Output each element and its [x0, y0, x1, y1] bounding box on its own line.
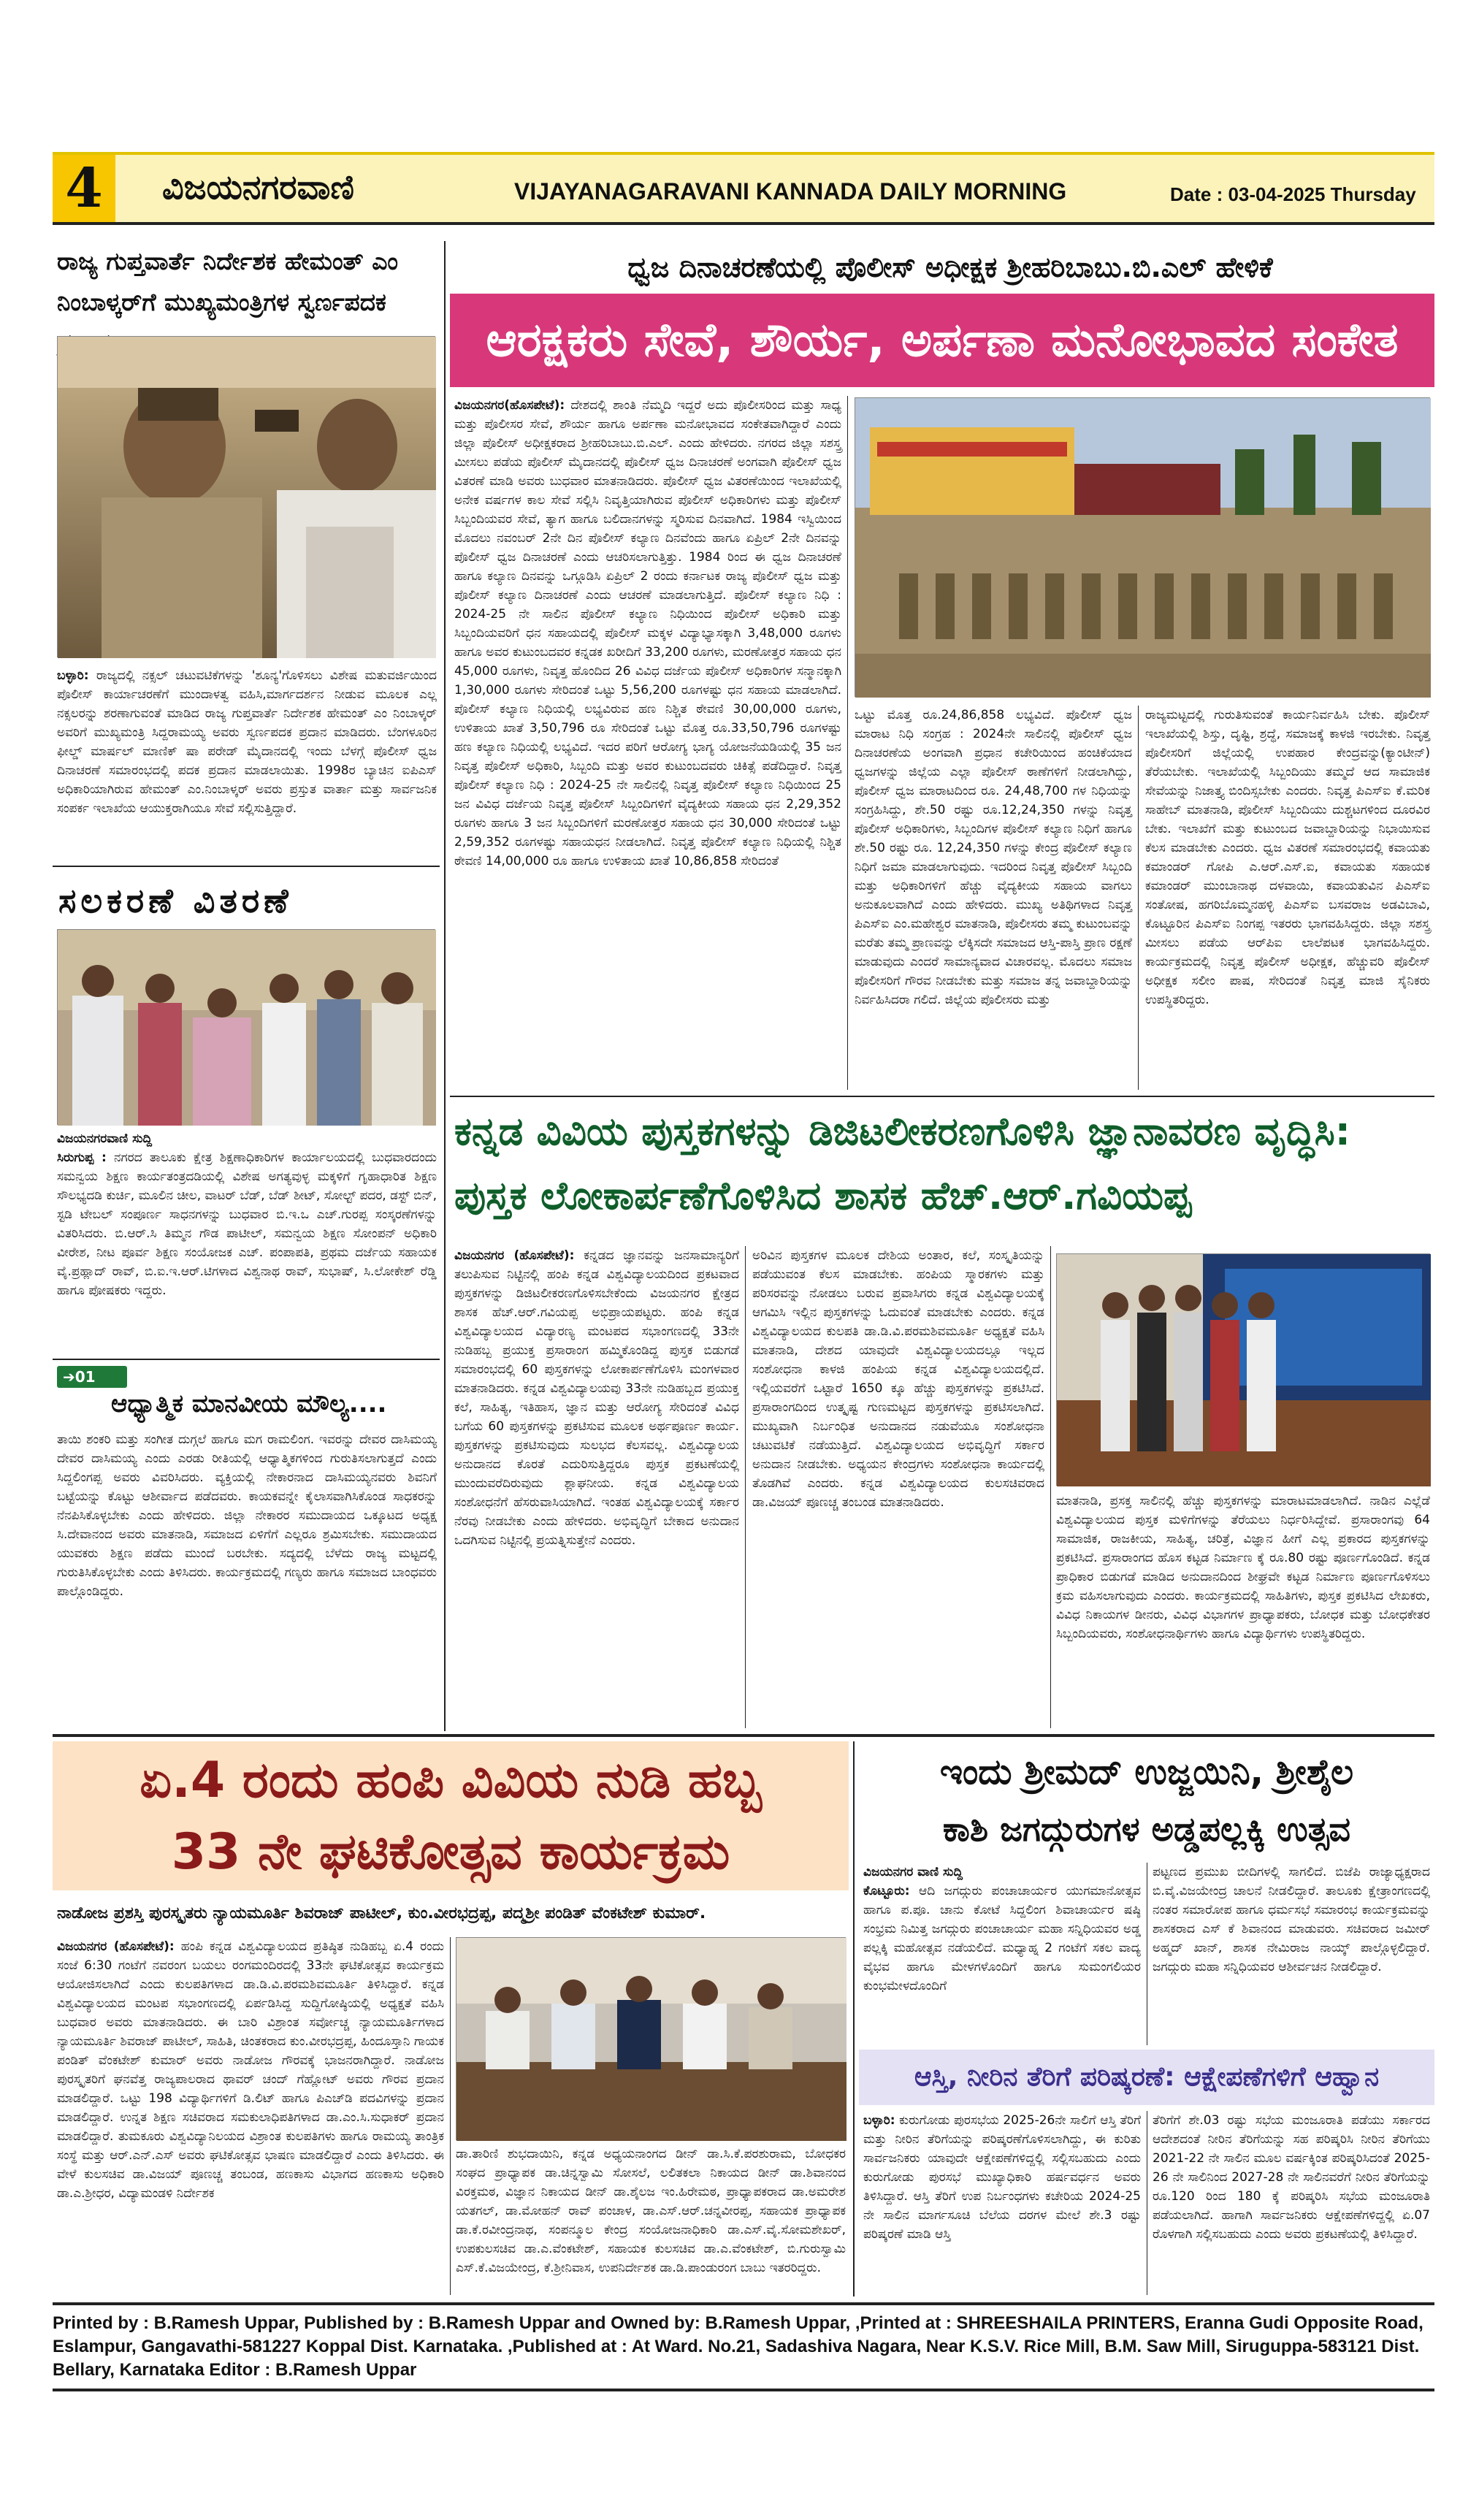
imprint-line-2: Eslampur, Gangavathi-581227 Koppal Dist. Karnataka. ,Published at : At Ward. No.21, Sadashiva Nagara, Near K.S.V. Rice Mill, B.M. Saw Mill, Siruguppa-583121 Dist. — [53, 2337, 1420, 2356]
story-headline: ಸಲಕರಣೆ ವಿತರಣೆ — [58, 881, 293, 920]
story-headline-line1: ಇಂದು ಶ್ರೀಮದ್ ಉಜ್ಜಯಿನಿ, ಶ್ರೀಶೈಲ — [939, 1752, 1354, 1792]
paper-tagline: VIJAYANAGARAVANI KANNADA DAILY MORNING — [514, 178, 1067, 205]
issue-date: Date : 03-04-2025 Thursday — [1170, 183, 1416, 205]
headline-banner — [450, 294, 1434, 387]
story-col-3: ರಾಜ್ಯಮಟ್ಟದಲ್ಲಿ ಗುರುತಿಸುವಂತೆ ಕಾರ್ಯನಿರ್ವಹಿಸಿ ಬೇಕು. ಪೊಲೀಸ್ ಇಲಾಖೆಯಲ್ಲಿ ಶಿಸ್ತು, ದೃಷ್ಟಿ, ಶ್ರದ್ಧೆ, ಸಮಾಜಕ್ಕೆ ಕಾಳಜಿ ಇರಬೇಕು. ನಿವೃತ್ತ ಪೊಲೀಸರಿಗೆ ಜಿಲ್ಲೆಯಲ್ಲಿ ಉಪಹಾರ ಕೇಂದ್ರವನ್ನು(ಕ್ಯಾಂಟೀನ್) ತೆರೆಯಬೇಕು. ಇಲಾಖೆಯಲ್ಲಿ ಸಿಬ್ಬಂದಿಯು ತಮ್ಮದೆ ಆದ ಸಾಮಾಜಿಕ ಸೇವೆಯನ್ನು ನಿಜಾತ್ತ್ಯ ಬಿಂದಿಸ್ಸಬೇಕು ಎಂದರು. ನಿವೃತ್ತ ಪಿಎಸ್‌ಐ ಕೆ.ಮರಿಕ ಸಾಹೇಬ್ ಮಾತನಾಡಿ, ಪೊಲೀಸ್ ಸಿಬ್ಬಂದಿಯು ದುಶ್ಚಟಗಳಿಂದ ದೂರವಿರ ಬೇಕು. ಇಲಾಖೆಗೆ ಮತ್ತು ಕುಟುಂಬದ ಜವಾಬ್ದಾರಿಯನ್ನು ನಿಭಾಯಿಸುವ ಕೆಲಸ ಮಾಡಬೇಕು ಎಂದರು. ಧ್ವಜ ವಿತರಣೆ ಸಮಾರಂಭದಲ್ಲಿ ಕವಾಯತು ಕಮಾಂಡರ್ ಗೋಪಿ ಎ.ಆರ್.ಎಸ್.ಐ, ಕವಾಯತು ಸಹಾಯಕ ಕಮಾಂಡರ್ ಮುಂಬಾನಾಥ ದಳವಾಯಿ, ಕವಾಯತುವಿನ ಪಿಎಸ್‌ಐ ಸಂತೋಷ, ಹಗರಿಬೊಮ್ಮನಹಳ್ಳಿ ಪಿಎಸ್‌ಐ ಬಸವರಾಜ ಅಡವಿಬಾವಿ, ಕೊಟ್ಟೂರಿನ ಪಿಎಸ್‌ಐ ನಿಂಗಪ್ಪ ಇತರರು ಭಾಗವಹಿಸಿದ್ದರು. ಜಿಲ್ಲಾ ಸಶಸ್ತ್ರ ಮೀಸಲು ಪಡೆಯ ಆರ್‌ಪಿಐ ಲಾಲೆಪಟಕ ಭಾಗವಹಿಸಿದ್ದರು. ಕಾರ್ಯಕ್ರಮದಲ್ಲಿ ನಿವೃತ್ತ ಪೊಲೀಸ್ ಅಧೀಕ್ಷಕ, ಹೆಚ್ಚುವರಿ ಪೊಲೀಸ್ ಅಧೀಕ್ಷಕ ಸಲೀಂ ಪಾಷ, ಸೇರಿದಂತೆ ನಿವೃತ್ತ ಮಾಜಿ ಸೈನಿಕರು ಉಪಸ್ಥಿತರಿದ್ದರು. — [1145, 708, 1430, 1007]
story-dateline: ಬಳ್ಳಾರಿ: — [57, 668, 89, 683]
story-subhead: ನಾಡೋಜ ಪ್ರಶಸ್ತಿ ಪುರಸ್ಕೃತರು ನ್ಯಾಯಮೂರ್ತಿ ಶಿವರಾಜ್ ಪಾಟೀಲ್, ಕುಂ.ವೀರಭದ್ರಪ್ಪ, ಪದ್ಮಶ್ರೀ ಪಂಡಿತ್ ವೆಂಕಟೇಶ್ ಕುಮಾರ್. — [57, 1904, 706, 1923]
continued-badge: ➔01 — [57, 1366, 127, 1388]
page-number: 4 — [53, 155, 115, 222]
story-col-2: ಅರಿವಿನ ಪುಸ್ತಕಗಳ ಮೂಲಕ ದೇಶಿಯ ಅಂತಾರ, ಕಲೆ, ಸಂಸ್ಕೃತಿಯನ್ನು ಪಡೆಯುವಂತ ಕೆಲಸ ಮಾಡಬೇಕು. ಹಂಪಿಯ ಸ್ಮಾರಕಗಳು ಮತ್ತು ಪರಿಸರವನ್ನು ನೋಡಲು ಬರುವ ಪ್ರವಾಸಿಗರು ಕನ್ನಡ ವಿಶ್ವವಿದ್ಯಾಲಯಕ್ಕೆ ಆಗಮಿಸಿ ಇಲ್ಲಿನ ಪುಸ್ತಕಗಳನ್ನು ಓದುವಂತೆ ಮಾಡಬೇಕು ಎಂದರು. ಕನ್ನಡ ವಿಶ್ವವಿದ್ಯಾಲಯದ ಕುಲಪತಿ ಡಾ.ಡಿ.ವಿ.ಪರಮಶಿವಮೂರ್ತಿ ಅಧ್ಯಕ್ಷತೆ ವಹಿಸಿ ಮಾತನಾಡಿ, ದೇಶದ ಯಾವುದೇ ವಿಶ್ವವಿದ್ಯಾಲಯದಲ್ಲೂ ಇಲ್ಲದ ಸಂಶೋಧನಾ ಕಾಳಜಿ ಹಂಪಿಯ ಕನ್ನಡ ವಿಶ್ವವಿದ್ಯಾಲಯದಲ್ಲಿದೆ. ಇಲ್ಲಿಯವರೆಗೆ ಒಟ್ಟಾರೆ 1650 ಕ್ಕೂ ಹೆಚ್ಚು ಪುಸ್ತಕಗಳನ್ನು ಪ್ರಕಟಿಸಿದೆ. ಪ್ರಸಾರಾಂಗದಿಂದ ಉತ್ಕೃಷ್ಟ ಗುಣಮಟ್ಟದ ಪುಸ್ತಕಗಳನ್ನು ಪ್ರಕಟಿಸಲಾಗಿದೆ. ಮುಖ್ಯವಾಗಿ ನಿರ್ಬಂಧಿತ ಅನುದಾನದ ನಡುವೆಯೂ ಸಂಶೋಧನಾ ಚಟುವಟಿಕೆ ನಡೆಯುತ್ತಿದೆ. ವಿಶ್ವವಿದ್ಯಾಲಯದ ಅಭಿವೃದ್ಧಿಗೆ ಸರ್ಕಾರ ಅನುದಾನ ನೀಡಬೇಕು. ಅಧ್ಯಯನ ಕೇಂದ್ರಗಳು ಸಂಶೋಧನಾ ಕಾರ್ಯದಲ್ಲಿ ತೊಡಗಿವೆ ಎಂದರು. ಕನ್ನಡ ವಿಶ್ವವಿದ್ಯಾಲಯದ ಕುಲಸಚಿವರಾದ ಡಾ.ವಿಜಯ್ ಪೂಣಚ್ಚ ತಂಬಂಡ ಮಾತನಾಡಿದರು. — [752, 1248, 1044, 1510]
imprint-line-1: Printed by : B.Ramesh Uppar, Published by : B.Ramesh Uppar and Owned by: B.Ramesh Uppar, ,Printed at : SHREESHAILA PRINTERS, Eranna Gudi Opposite Road, — [53, 2313, 1423, 2333]
story-headline: ಆರಕ್ಷಕರು ಸೇವೆ, ಶೌರ್ಯ, ಅರ್ಪಣಾ ಮನೋಭಾವದ ಸಂಕೇತ — [486, 313, 1399, 367]
story-col-3: ಮಾತನಾಡಿ, ಪ್ರಸಕ್ತ ಸಾಲಿನಲ್ಲಿ ಹೆಚ್ಚು ಪುಸ್ತಕಗಳನ್ನು ಮಾರಾಟಮಾಡಲಾಗಿದೆ. ನಾಡಿನ ಎಲ್ಲೆಡೆ ವಿಶ್ವವಿದ್ಯಾಲಯದ ಪುಸ್ತಕ ಮಳಿಗೆಗಳನ್ನು ತೆರೆಯಲು ನಿರ್ಧರಿಸಿದ್ದೇವೆ. ಪ್ರಸಾರಾಂಗವು 64 ಸಾಮಾಜಿಕ, ರಾಜಕೀಯ, ಸಾಹಿತ್ಯ, ಚರಿತ್ರೆ, ವಿಜ್ಞಾನ ಹೀಗೆ ಎಲ್ಲ ಪ್ರಕಾರದ ಪುಸ್ತಕಗಳನ್ನು ಪ್ರಕಟಿಸಿದೆ. ಪ್ರಸಾರಾಂಗದ ಹೊಸ ಕಟ್ಟಡ ನಿರ್ಮಾಣ ಕ್ಕೆ ರೂ.80 ರಷ್ಟು ಪೂರ್ಣಗೊಂಡಿದೆ. ಕನ್ನಡ ಪ್ರಾಧಿಕಾರ ಬಿಡುಗಡೆ ಮಾಡಿದ ಅನುದಾನದಿಂದ ಶೀಘ್ರವೇ ಕಟ್ಟಡ ನಿರ್ಮಾಣ ಪೂರ್ಣಗೊಳಿಸಲು ಕ್ರಮ ವಹಿಸಲಾಗುವುದು ಎಂದರು. ಕಾರ್ಯಕ್ರಮದಲ್ಲಿ ಸಾಹಿತಿಗಳು, ಪುಸ್ತಕ ಪ್ರಕಟಿಸಿದ ಲೇಖಕರು, ವಿವಿಧ ನಿಕಾಯಗಳ ಡೀನರು, ವಿವಿಧ ವಿಭಾಗಗಳ ಪ್ರಾಧ್ಯಾಪಕರು, ಬೋಧಕ ಮತ್ತು ಬೋಧಕೇತರ ಸಿಬ್ಬಂದಿಯವರು, ಸಂಶೋಧನಾರ್ಥಿಗಳು ಹಾಗೂ ವಿದ್ಯಾರ್ಥಿಗಳು ಉಪಸ್ಥಿತರಿದ್ದರು. — [1056, 1494, 1430, 1641]
story-headline: ಆಸ್ತಿ, ನೀರಿನ ತೆರಿಗೆ ಪರಿಷ್ಕರಣೆ: ಆಕ್ಷೇಪಣೆಗಳಿಗೆ ಆಹ್ವಾನ — [914, 2062, 1380, 2092]
masthead — [53, 152, 1434, 225]
story-dateline: ಸಿರುಗುಪ್ಪ : — [57, 1150, 107, 1165]
story-col-2: ತೆರಿಗೆಗೆ ಶೇ.03 ರಷ್ಟು ಸಭೆಯ ಮಂಜೂರಾತಿ ಪಡೆಯು ಸರ್ಕಾರದ ಆದೇಶದಂತೆ ನೀರಿನ ತೆರಿಗೆಯನ್ನು ಸಹ ಪರಿಷ್ಕರಿಸಿ ನೀರಿನ ತೆರಿಗೆಯು 2021-22 ನೇ ಸಾಲಿನ ಮೂಲ ವರ್ಷಕ್ಕಿಂತ ಪರಿಷ್ಕರಿಸಿದಂತೆ 2025-26 ನೇ ಸಾಲಿನಿಂದ 2027-28 ನೇ ಸಾಲಿನವರೆಗೆ ನೀರಿನ ತೆರಿಗೆಯನ್ನು ರೂ.120 ರಿಂದ 180 ಕ್ಕೆ ಪರಿಷ್ಕರಿಸಿ ಸಭೆಯ ಮಂಜೂರಾತಿ ಪಡೆಯಲಾಗಿದೆ. ಹಾಗಾಗಿ ಸಾರ್ವಜನಿಕರು ಆಕ್ಷೇಪಣೆಗಳಿದ್ದಲ್ಲಿ ಏ.07 ರೊಳಗಾಗಿ ಸಲ್ಲಿಸಬಹುದು ಎಂದು ಅವರು ಪ್ರಕಟಣೆಯಲ್ಲಿ ತಿಳಿಸಿದ್ದಾರೆ. — [1153, 2113, 1430, 2242]
story-col-1 — [454, 396, 841, 1090]
police-parade-image — [855, 398, 1431, 698]
photo-book-release — [1056, 1253, 1430, 1486]
story-headline: ರಾಜ್ಯ ಗುಪ್ತವಾರ್ತೆ ನಿರ್ದೇಶಕ ಹೇಮಂತ್ ಎಂ ನಿಂಬಾಳ್ಕರ್‌ಗೆ ಮುಖ್ಯಮಂತ್ರಿಗಳ ಸ್ವರ್ಣಪದಕ — [57, 247, 399, 316]
photo-press-meet — [456, 1937, 846, 2140]
story-hemanth-nimbalkar — [53, 241, 440, 866]
story-dateline: ವಿಜಯನಗರ (ಹೊಸಪೇಟೆ): — [57, 1939, 175, 1954]
story-source: ವಿಜಯನಗರ ವಾಣಿ ಸುದ್ದಿ — [863, 1865, 963, 1879]
story-col-2: ಪಟ್ಟಣದ ಪ್ರಮುಖ ಬೀದಿಗಳಲ್ಲಿ ಸಾಗಲಿದೆ. ಬಿಜೆಪಿ ರಾಜ್ಯಾಧ್ಯಕ್ಷರಾದ ಬಿ.ವೈ.ವಿಜಯೇಂದ್ರ ಚಾಲನೆ ನೀಡಲಿದ್ದಾರೆ. ತಾಲೂಕು ಕ್ಷೇತ್ರಾಂಗಣದಲ್ಲಿ ನಂತರ ಸಮಾರೋಪ ಹಾಗೂ ಧರ್ಮಸಭೆ ಸಮಾರಂಭ ಕಾರ್ಯಕ್ರಮವನ್ನು ಶಾಸಕರಾದ ಎಸ್ ಕೆ ಶಿವಾನಂದ ಮಾಡುವರು. ಸಚಿವರಾದ ಜಮೀರ್ ಅಹ್ಮದ್ ಖಾನ್, ಶಾಸಕ ನೇಮಿರಾಜ ನಾಯ್ಕ್ ಪಾಲ್ಗೊಳ್ಳಲಿದ್ದಾರೆ. ಜಗದ್ಗುರು ಮಹಾ ಸನ್ನಿಧಿಯವರ ಆಶೀರ್ವಚನ ನೀಡಲಿದ್ದಾರೆ. — [1153, 1865, 1430, 1974]
story-hampi-convocation — [53, 1741, 849, 2296]
story-police-flag-day — [450, 241, 1434, 1094]
story-dateline: ಬಳ್ಳಾರಿ: — [863, 2113, 895, 2128]
paper-name: ವಿಜಯನಗರವಾಣಿ — [162, 167, 354, 207]
story-text: ಕನ್ನಡದ ಜ್ಞಾನವನ್ನು ಜನಸಾಮಾನ್ಯರಿಗೆ ತಲುಪಿಸುವ ನಿಟ್ಟಿನಲ್ಲಿ ಹಂಪಿ ಕನ್ನಡ ವಿಶ್ವವಿದ್ಯಾಲಯದಿಂದ ಪ್ರಕಟವಾದ ಪುಸ್ತಕಗಳನ್ನು ಡಿಜಿಟಲೀಕರಣಗೊಳಿಸಬೇಕೆಂದು ವಿಜಯನಗರ ಕ್ಷೇತ್ರದ ಶಾಸಕ ಹೆಚ್.ಆರ್.ಗವಿಯಪ್ಪ ಅಭಿಪ್ರಾಯಪಟ್ಟರು. ಹಂಪಿ ಕನ್ನಡ ವಿಶ್ವವಿದ್ಯಾಲಯದ ವಿದ್ಯಾರಣ್ಯ ಮಂಟಪದ ಸಭಾಂಗಣದಲ್ಲಿ 33ನೇ ನುಡಿಹಬ್ಬ ಪ್ರಯುಕ್ತ ಪ್ರಸಾರಾಂಗ ಹಮ್ಮಿಕೊಂಡಿದ್ದ ಪುಸ್ತಕ ಬಿಡುಗಡೆ ಸಮಾರಂಭದಲ್ಲಿ 60 ಪುಸ್ತಕಗಳನ್ನು ಲೋಕಾರ್ಪಣೆಗೊಳಿಸಿ ಮಂಗಳವಾರ ಮಾತನಾಡಿದರು. ಕನ್ನಡ ವಿಶ್ವವಿದ್ಯಾಲಯವು 33ನೇ ನುಡಿಹಬ್ಬದ ಪ್ರಯುಕ್ತ ಕಲೆ, ಸಾಹಿತ್ಯ, ಇತಿಹಾಸ, ಜ್ಞಾನ ಮತ್ತು ಆರೋಗ್ಯ ಸೇರಿದಂತೆ ವಿವಿಧ ಬಗೆಯ 60 ಪುಸ್ತಕಗಳನ್ನು ಪ್ರಕಟಿಸುವ ಮೂಲಕ ಅರ್ಥಪೂರ್ಣ ಕಾರ್ಯ. ಪುಸ್ತಕಗಳನ್ನು ಪ್ರಕಟಿಸುವುದು ಸುಲಭದ ಕೆಲಸವಲ್ಲ. ವಿಶ್ವವಿದ್ಯಾಲಯ ಅನುದಾನದ ಕೊರತೆ ಎದುರಿಸುತ್ತಿದ್ದರೂ ಪುಸ್ತಕ ಪ್ರಕಟಣೆಯಲ್ಲಿ ಮುಂದುವರೆದಿರುವುದು ಶ್ಲಾಘನೀಯ. ಕನ್ನಡ ವಿಶ್ವವಿದ್ಯಾಲಯ ಸಂಶೋಧನೆಗೆ ಹೆಸರುವಾಸಿಯಾಗಿದೆ. ಇಂತಹ ವಿಶ್ವವಿದ್ಯಾಲಯಕ್ಕೆ ಸರ್ಕಾರ ನೆರವು ನೀಡಬೇಕು ಎಂದು ಹೇಳಿದರು. ಅಭಿವೃದ್ಧಿಗೆ ಬೇಕಾದ ಅನುದಾನ ಒದಗಿಸುವ ನಿಟ್ಟಿನಲ್ಲಿ ಪ್ರಯತ್ನಿಸುತ್ತೇನೆ ಎಂದರು. — [454, 1248, 740, 1548]
story-headline-line2: ಕಾಶಿ ಜಗದ್ಗುರುಗಳ ಅಡ್ಡಪಲ್ಲಕ್ಕಿ ಉತ್ಸವ — [942, 1809, 1351, 1849]
story-headline: ಕನ್ನಡ ವಿವಿಯ ಪುಸ್ತಕಗಳನ್ನು ಡಿಜಿಟಲೀಕರಣಗೊಳಿಸಿ ಜ್ಞಾನಾವರಣ ವೃದ್ಧಿಸಿ: ಪುಸ್ತಕ ಲೋಕಾರ್ಪಣೆಗೊಳಿಸಿದ ಶಾಸಕ ಹೆಚ್.ಆರ್.ಗವಿಯಪ್ಪ — [454, 1110, 1350, 1218]
medal-ceremony-image — [58, 337, 436, 658]
imprint-line-3: Bellary, Karnataka Editor : B.Ramesh Uppar — [53, 2360, 417, 2380]
story-tax-revision — [859, 2050, 1434, 2296]
story-text: ದೇಶದಲ್ಲಿ ಶಾಂತಿ ನೆಮ್ಮದಿ ಇದ್ದರೆ ಅದು ಪೊಲೀಸರಿಂದ ಮತ್ತು ಸಾಧ್ಯ ಮತ್ತು ಪೊಲೀಸರ ಸೇವೆ, ಶೌರ್ಯ ಹಾಗೂ ಅರ್ಪಣಾ ಮನೋಭಾವದ ಸಂಕೇತವಾಗಿದ್ದಾರೆ ಎಂದು ಜಿಲ್ಲಾ ಪೊಲೀಸ್ ಅಧೀಕ್ಷಕರಾದ ಶ್ರೀಹರಿಬಾಬು.ಬಿ.ಎಲ್. ಎಂದು ಹೇಳಿದರು. ನಗರದ ಜಿಲ್ಲಾ ಸಶಸ್ತ್ರ ಮೀಸಲು ಪಡೆಯ ಪೊಲೀಸ್ ಮೈದಾನದಲ್ಲಿ ಪೊಲೀಸ್ ಧ್ವಜ ದಿನಾಚರಣೆ ಅಂಗವಾಗಿ ಪೊಲೀಸ್ ಧ್ವಜ ವಿತರಣೆ ಮಾಡಿ ಅವರು ಬುಧವಾರ ಮಾತನಾಡಿದರು. ಪೊಲೀಸ್ ಧ್ವಜ ವಿತರಣೆಯಿಂದ ಇಲಾಖೆಯಲ್ಲಿ ಅನೇಕ ವರ್ಷಗಳ ಕಾಲ ಸೇವೆ ಸಲ್ಲಿಸಿ ನಿವೃತ್ತಿಯಾಗಿರುವ ಪೊಲೀಸ್ ಅಧಿಕಾರಿಗಳು ಮತ್ತು ಪೊಲೀಸ್ ಸಿಬ್ಬಂದಿಯವರ ಸೇವೆ, ತ್ಯಾಗ ಹಾಗೂ ಬಲಿದಾನಗಳನ್ನು ಸ್ಮರಿಸುವ ದಿನವಾಗಿದೆ. 1984 ಇಸ್ವಿಯಿಂದ ಮೊದಲು ನವಂಬರ್ 2ನೇ ದಿನ ಪೊಲೀಸ್ ಕಲ್ಯಾಣ ದಿನವೆಂದು ಹಾಗೂ ಏಪ್ರಿಲ್ 2ನೇ ದಿನವನ್ನು ಪೊಲೀಸ್ ಧ್ವಜ ದಿನಾಚರಣೆ ಎಂದು ಆಚರಿಸಲಾಗುತ್ತಿತ್ತು. 1984 ರಿಂದ ಈ ಧ್ವಜ ದಿನಾಚರಣೆ ಹಾಗೂ ಕಲ್ಯಾಣ ದಿನವನ್ನು ಒಗ್ಗೂಡಿಸಿ ಏಪ್ರಿಲ್ 2 ರಂದು ಕರ್ನಾಟಕ ರಾಜ್ಯ ಪೊಲೀಸ್ ಧ್ವಜ ಮತ್ತು ಪೊಲೀಸ್ ಕಲ್ಯಾಣ ದಿನಾಚರಣೆ ಎಂದು ಆಚರಣೆ ಮಾಡಲಾಗುತ್ತಿದೆ. ಪೊಲೀಸ್ ಕಲ್ಯಾಣ ನಿಧಿ : 2024-25 ನೇ ಸಾಲಿನ ಪೊಲೀಸ್ ಕಲ್ಯಾಣ ನಿಧಿಯಿಂದ ಪೊಲೀಸ್ ಅಧಿಕಾರಿ ಮತ್ತು ಸಿಬ್ಬಂದಿಯವರಿಗೆ ಧನ ಸಹಾಯದಲ್ಲಿ ಪೊಲೀಸ್ ಮಕ್ಕಳ ವಿದ್ಯಾಭ್ಯಾಸಕ್ಕಾಗಿ 3,48,000 ರೂಗಳು ಹಾಗೂ ಅವರ ಕುಟುಂಬದವರ ಕನ್ನಡಕ ಖರೀದಿಗೆ 33,200 ರೂಗಳು, ಮರಣೋತ್ತರ ಸಹಾಯ ಧನ 45,000 ರೂಗಳು, ನಿವೃತ್ತ ಹೊಂದಿದ 26 ವಿವಿಧ ದರ್ಜೆಯ ಪೊಲೀಸ್ ಅಧಿಕಾರಿಗಳ ಸನ್ಮಾನಕ್ಕಾಗಿ 1,30,000 ರೂಗಳು ಸೇರಿದಂತೆ ಒಟ್ಟು 5,56,200 ರೂಗಳಷ್ಟು ಧನ ಸಹಾಯ ಮಾಡಲಾಗಿದೆ. ಪೊಲೀಸ್ ಕಲ್ಯಾಣ ನಿಧಿಯಲ್ಲಿ ಲಭ್ಯವಿರುವ ಹಣ ನಿಶ್ಚಿತ ಠೇವಣಿ 30,00,000 ರೂಗಳು, ಉಳಿತಾಯ ಖಾತೆ 3,50,796 ರೂ ಸೇರಿದಂತೆ ಒಟ್ಟು ಮೊತ್ತ ರೂ.33,50,796 ರೂಗಳಷ್ಟು ಹಣ ಕಲ್ಯಾಣ ನಿಧಿಯಲ್ಲಿ ಲಭ್ಯವಿದೆ. ಇದರ ಪರಿಗೆ ಆರೋಗ್ಯ ಭಾಗ್ಯ ಯೋಜನೆಯಡಿಯಲ್ಲಿ 35 ಜನ ನಿವೃತ್ತ ಪೊಲೀಸ್ ಅಧಿಕಾರಿ, ಸಿಬ್ಬಂದಿ ಮತ್ತು ಅವರ ಕುಟುಂಬದವರು ಚಿಕಿತ್ಸೆ ಪಡೆದಿದ್ದಾರೆ. ನಿವೃತ್ತ ಪೊಲೀಸ್ ಕಲ್ಯಾಣ ನಿಧಿ : 2024-25 ನೇ ಸಾಲಿನಲ್ಲಿ ನಿವೃತ್ತ ಪೊಲೀಸ್ ಕಲ್ಯಾಣ ನಿಧಿಯಿಂದ 25 ಜನ ವಿವಿಧ ದರ್ಜೆಯ ನಿವೃತ್ತ ಪೊಲೀಸ್ ಸಿಬ್ಬಂದಿಗಳಿಗೆ ವೈದ್ಯಕೀಯ ಸಹಾಯ ಧನ 2,29,352 ರೂಗಳು ಹಾಗೂ 3 ಜನ ಸಿಬ್ಬಂದಿಗಳಿಗೆ ಮರಣೋತ್ತರ ಸಹಾಯ ಧನ 30,000 ಸೇರಿದಂತೆ ಒಟ್ಟು 2,59,352 ರೂಗಳಷ್ಟು ಸಹಾಯಧನ ನೀಡಲಾಗಿದೆ. ನಿವೃತ್ತ ಪೊಲೀಸ್ ಕಲ್ಯಾಣ ನಿಧಿಯಲ್ಲಿ ನಿಶ್ಚಿತ ಠೇವಣಿ 14,00,000 ರೂ ಹಾಗೂ ಉಳಿತಾಯ ಖಾತೆ 10,86,858 ಸೇರಿದಂತೆ — [454, 398, 841, 868]
book-release-image — [1057, 1254, 1431, 1486]
story-university-books — [450, 1100, 1434, 1731]
story-dateline: ವಿಜಯನಗರ(ಹೊಸಪೇಟೆ): — [454, 398, 565, 413]
story-col-1 — [863, 1863, 1141, 2045]
photo-distribution — [57, 929, 435, 1125]
story-text: ಕುರುಗೋಡು ಪುರಸಭೆಯ 2025-26ನೇ ಸಾಲಿಗೆ ಆಸ್ತಿ ತೆರಿಗೆ ಮತ್ತು ನೀರಿನ ತೆರಿಗೆಯನ್ನು ಪರಿಷ್ಕರಣೆಗೊಳಿಸಲಾಗಿದ್ದು, ಈ ಕುರಿತು ಸಾರ್ವಜನಿಕರು ಯಾವುದೇ ಆಕ್ಷೇಪಣೆಗಳಿದ್ದಲ್ಲಿ ಸಲ್ಲಿಸಬಹುದು ಎಂದು ಕುರುಗೋಡು ಪುರಸಭೆ ಮುಖ್ಯಾಧಿಕಾರಿ ಹರ್ಷವರ್ಧನ ಅವರು ತಿಳಿಸಿದ್ದಾರೆ. ಆಸ್ತಿ ತೆರಿಗೆ ಉಪ ನಿರ್ಬಂಧಗಳು ಕಚೇರಿಯ 2024-25 ನೇ ಸಾಲಿನ ಮಾರ್ಗಸೂಚಿ ಬೆಲೆಯ ದರಗಳ ಮೇಲೆ ಶೇ.3 ರಷ್ಟು ಪರಿಷ್ಕರಣೆ ಮಾಡಿ ಆಸ್ತಿ — [863, 2113, 1141, 2242]
press-meet-image — [456, 1938, 846, 2141]
imprint — [53, 2312, 1434, 2382]
story-headline: ಆಧ್ಯಾತ್ಮಿಕ ಮಾನವೀಯ ಮೌಲ್ಯ.... — [111, 1389, 387, 1419]
story-col-1 — [57, 1937, 444, 2295]
story-col-2: ಡಾ.ತಾರಿಣಿ ಶುಭದಾಯಿನಿ, ಕನ್ನಡ ಅಧ್ಯಯನಾಂಗದ ಡೀನ್ ಡಾ.ಸಿ.ಕೆ.ಪರಶುರಾಮ, ಬೋಧಕರ ಸಂಘದ ಪ್ರಾಧ್ಯಾಪಕ ಡಾ.ಚಿನ್ನಸ್ವಾಮಿ ಸೋಸಲೆ, ಲಲಿತಕಲಾ ನಿಕಾಯದ ಡೀನ್ ಡಾ.ಶಿವಾನಂದ ವಿರಕ್ತಮಠ, ವಿಜ್ಞಾನ ನಿಕಾಯದ ಡೀನ್ ಡಾ.ಶೈಲಜ ಇಂ.ಹಿರೇಮಠ, ಪ್ರಾಧ್ಯಾಪಕರಾದ ಡಾ.ಅಮರೇಶ ಯತಗಲ್, ಡಾ.ಮೋಹನ್ ರಾವ್ ಪಂಚಾಳ, ಡಾ.ಎಸ್.ಆರ್.ಚನ್ನವೀರಪ್ಪ, ಸಹಾಯಕ ಪ್ರಾಧ್ಯಾಪಕ ಡಾ.ಕೆ.ರವೀಂದ್ರನಾಥ, ಸಂಪನ್ಮೂಲ ಕೇಂದ್ರ ಸಂಯೋಜನಾಧಿಕಾರಿ ಡಾ.ಎಸ್.ವೈ.ಸೋಮಶೇಖರ್, ಉಪಕುಲಸಚಿವ ಡಾ.ಎ.ವೆಂಕಟೇಶ್, ಸಹಾಯಕ ಕುಲಸಚಿವ ಡಾ.ಎ.ವೆಂಕಟೇಶ್, ಬಿ.ಗುರುಸ್ವಾಮಿ ಎಸ್.ಕೆ.ವಿಜಯೇಂದ್ರ, ಕೆ.ಶ್ರೀನಿವಾಸ, ಉಪನಿರ್ದೇಶಕ ಡಾ.ಡಿ.ಪಾಂಡುರಂಗ ಬಾಬು ಇತರರಿದ್ದರು. — [456, 2147, 846, 2275]
story-kicker: ಧ್ವಜ ದಿನಾಚರಣೆಯಲ್ಲಿ ಪೊಲೀಸ್ ಅಧೀಕ್ಷಕ ಶ್ರೀಹರಿಬಾಬು.ಬಿ.ಎಲ್ ಹೇಳಿಕೆ — [627, 251, 1273, 283]
story-text: ನಗರದ ತಾಲೂಕು ಕ್ಷೇತ್ರ ಶಿಕ್ಷಣಾಧಿಕಾರಿಗಳ ಕಾರ್ಯಾಲಯದಲ್ಲಿ ಬುಧವಾರದಂದು ಸಮನ್ವಯ ಶಿಕ್ಷಣ ಕಾರ್ಯತಂತ್ರದಡಿಯಲ್ಲಿ ವಿಶೇಷ ಅಗತ್ಯವುಳ್ಳ ಮಕ್ಕಳಿಗೆ ಗೃಹಾಧಾರಿತ ಶಿಕ್ಷಣ ಸೌಲಭ್ಯದಡಿ ಕುರ್ಚಿ, ಮೂಲಿನ ಚೀಲ, ವಾಟರ್ ಬೆಡ್, ಬೆಡ್ ಶೀಟ್, ಸೋಲ್ಟ್ ಪದರ, ಡಸ್ಟ್ ಬಿನ್, ಸ್ಟಡಿ ಟೇಬಲ್ ಸಂಪೂರ್ಣ ಸಾಧನಗಳನ್ನು ಬುಧವಾರ ಬಿ.ಇ.ಒ ಎಚ್.ಗುರಪ್ಪ ಸಂಸ್ಕರಣೆಗಳನ್ನು ವಿತರಿಸಿದರು. ಬಿ.ಆರ್.ಸಿ ತಿಮ್ಮನ ಗೌಡ ಪಾಟೀಲ್, ಸಮನ್ವಯ ಶಿಕ್ಷಣ ಸೋಂಪನ್ ಅಧಿಕಾರಿ ವೀರೇಶ, ನೀಟ ಪೂರ್ವ ಶಿಕ್ಷಣ ಸಂಯೋಜಕ ಎಚ್. ಪಂಪಾಪತಿ, ಪ್ರಥಮ ದರ್ಜೆಯ ಸಹಾಯಕ ವೈ.ಪ್ರಹ್ಲಾದ್ ರಾವ್, ಬಿ.ಐ.ಇ.ಆರ್.ಟಿಗಳಾದ ವಿಶ್ವನಾಥ ರಾವ್, ಸುಭಾಷ್, ಸಿ.ಲೋಕೇಶ್ ರೆಡ್ಡಿ ಹಾಗೂ ಪೋಷಕರು ಇದ್ದರು. — [57, 1150, 437, 1298]
story-body — [57, 1129, 437, 1356]
story-body: ತಾಯಿ ಶಂಕರಿ ಮತ್ತು ಸಂಗೀತ ದುಗ್ಗಲೆ ಹಾಗೂ ಮಗ ರಾಮಲಿಂಗ. ಇವರನ್ನು ದೇವರ ದಾಸಿಮಯ್ಯ ದೇವರ ದಾಸಿಮಯ್ಯ ಎಂದು ಎರಡು ರೀತಿಯಲ್ಲಿ ಆಧ್ಯಾತ್ಮಿಕಗಳಿಂದ ಗುರುತಿಸಲಾಗುತ್ತದೆ ಎಂದು ಸಿದ್ದಲಿಂಗಪ್ಪ ಅವರು ವಿವರಿಸಿದರು. ವ್ಯಕ್ತಿಯಲ್ಲಿ ನೇಕಾರನಾದ ದಾಸಿಮಯ್ಯನವರು ಶಿವನಿಗೆ ಬಟ್ಟೆಯನ್ನು ಕೊಟ್ಟು ಆಶೀರ್ವಾದ ಪಡೆದವರು. ಕಾಯಕವನ್ನೇ ಕೈಲಾಸವಾಗಿಸಿಕೊಂಡ ಸಾಧಕರನ್ನು ನೆನಪಿಸಿಕೊಳ್ಳಬೇಕು ಎಂದು ಹೇಳಿದರು. ಜಿಲ್ಲಾ ನೇಕಾರರ ಸಮುದಾಯದ ಒಕ್ಕೂಟದ ಅಧ್ಯಕ್ಷ ಸಿ.ದೇವಾನಂದ ಅವರು ಮಾತನಾಡಿ, ಸಮಾಜದ ಏಳಿಗೆಗೆ ಎಲ್ಲರೂ ಶ್ರಮಿಸಬೇಕು. ಸಮುದಾಯದ ಯುವಕರು ಶಿಕ್ಷಣ ಪಡೆದು ಮುಂದೆ ಬರಬೇಕು. ಸದ್ಯದಲ್ಲಿ ಬೆಳೆದು ರಾಜ್ಯ ಮಟ್ಟದಲ್ಲಿ ಗುರುತಿಸಿಕೊಳ್ಳಬೇಕು ಎಂದು ತಿಳಿಸಿದರು. ಕಾರ್ಯಕ್ರಮದಲ್ಲಿ ಗಣ್ಯರು ಹಾಗೂ ಸಮಾಜದ ಬಾಂಧವರು ಪಾಲ್ಗೊಂಡಿದ್ದರು. — [57, 1432, 437, 1599]
headline-banner — [859, 2050, 1434, 2105]
story-headline-line1: ಏ.4 ರಂದು ಹಂಪಿ ವಿವಿಯ ನುಡಿ ಹಬ್ಬ — [140, 1752, 762, 1809]
photo-police-parade — [855, 397, 1430, 697]
story-text: ಆದಿ ಜಗದ್ಗುರು ಪಂಚಾಚಾರ್ಯರ ಯುಗಮಾನೋತ್ಸವ ಹಾಗೂ ಪ.ಪೂ. ಚಾನು ಕೋಟೆ ಸಿದ್ದಲಿಂಗ ಶಿವಾಚಾರ್ಯರ ಷಷ್ಠಿ ಸಂಭ್ರಮ ನಿಮಿತ್ತ ಜಗದ್ಗುರು ಪಂಚಾಚಾರ್ಯ ಮಹಾ ಸನ್ನಿಧಿಯವರ ಅಡ್ಡ ಪಲ್ಲಕ್ಕಿ ಮಹೋತ್ಸವ ನಡೆಯಲಿದೆ. ಮಧ್ಯಾಹ್ನ 2 ಗಂಟೆಗೆ ಸಕಲ ವಾದ್ಯ ವೈಭವ ಹಾಗೂ ಮೇಳಗಳೊಂದಿಗೆ ಹಾಗೂ ಸುಮಂಗಲಿಯರ ಕುಂಭಮೇಳದೊಂದಿಗೆ — [863, 1884, 1141, 1993]
story-text: ಹಂಪಿ ಕನ್ನಡ ವಿಶ್ವವಿದ್ಯಾಲಯದ ಪ್ರತಿಷ್ಠಿತ ನುಡಿಹಬ್ಬ ಏ.4 ರಂದು ಸಂಜೆ 6:30 ಗಂಟೆಗೆ ನವರಂಗ ಬಯಲು ರಂಗಮಂದಿರದಲ್ಲಿ 33ನೇ ಘಟಿಕೋತ್ಸವ ಕಾರ್ಯಕ್ರಮ ಆಯೋಜಿಸಲಾಗಿದೆ ಎಂದು ಕುಲಪತಿಗಳಾದ ಡಾ.ಡಿ.ವಿ.ಪರಮಶಿವಮೂರ್ತಿ ತಿಳಿಸಿದ್ದಾರೆ. ಕನ್ನಡ ವಿಶ್ವವಿದ್ಯಾಲಯದ ಮಂಟಪ ಸಭಾಂಗಣದಲ್ಲಿ ಏರ್ಪಡಿಸಿದ್ದ ಸುದ್ದಿಗೋಷ್ಠಿಯಲ್ಲಿ ಅಧ್ಯಕ್ಷತೆ ವಹಿಸಿ ಬುಧವಾರ ಅವರು ಮಾತನಾಡಿದರು. ಈ ಬಾರಿ ವಿಶ್ರಾಂತ ಸರ್ವೋಚ್ಚ ನ್ಯಾಯಮೂರ್ತಿಗಳಾದ ನ್ಯಾಯಮೂರ್ತಿ ಶಿವರಾಜ್ ಪಾಟೀಲ್, ಸಾಹಿತಿ, ಚಿಂತಕರಾದ ಕುಂ.ವೀರಭದ್ರಪ್ಪ, ಹಿಂದೂಸ್ತಾನಿ ಗಾಯಕ ಪಂಡಿತ್ ವೆಂಕಟೇಶ್ ಕುಮಾರ್ ಅವರು ನಾಡೋಜ ಗೌರವಕ್ಕೆ ಭಾಜನರಾಗಿದ್ದಾರೆ. ನಾಡೋಜ ಪುರಸ್ಕೃತರಿಗೆ ಘನವೆತ್ತ ರಾಜ್ಯಪಾಲರಾದ ಥಾವರ್ ಚಂದ್ ಗೆಹ್ಲೋಟ್ ಅವರು ಗೌರವ ಪ್ರದಾನ ಮಾಡಲಿದ್ದಾರೆ. ಒಟ್ಟು 198 ವಿದ್ಯಾರ್ಥಿಗಳಿಗೆ ಡಿ.ಲಿಟ್ ಹಾಗೂ ಪಿಎಚ್‌ಡಿ ಪದವಿಗಳನ್ನು ಪ್ರದಾನ ಮಾಡಲಿದ್ದಾರೆ. ಉನ್ನತ ಶಿಕ್ಷಣ ಸಚಿವರಾದ ಸಮಕುಲಾಧಿಪತಿಗಳಾದ ಡಾ.ಎಂ.ಸಿ.ಸುಧಾಕರ್ ಪ್ರದಾನ ಮಾಡಲಿದ್ದಾರೆ. ತುಮಕೂರು ವಿಶ್ವವಿದ್ಯಾನಿಲಯದ ವಿಶ್ರಾಂತ ಕುಲಪತಿಗಳು ಹಾಗೂ ರಾಮಯ್ಯ ತಾಂತ್ರಿಕ ಸಂಸ್ಥೆ ಮತ್ತು ಆರ್.ಎನ್.ಎಸ್ ಅವರು ಘಟಿಕೋತ್ಸವ ಭಾಷಣ ಮಾಡಲಿದ್ದಾರೆ ಎಂದು ತಿಳಿಸಿದರು. ಈ ವೇಳೆ ಕುಲಸಚಿವ ಡಾ.ವಿಜಯ್ ಪೂಣಚ್ಚ ತಂಬಂಡ, ಹಣಕಾಸು ವಿಭಾಗದ ಹಣಕಾಸು ಅಧಿಕಾರಿ ಡಾ.ಎ.ಶ್ರೀಧರ, ವಿದ್ಯಾಮಂಡಳಿ ನಿರ್ದೇಶಕ — [57, 1939, 444, 2201]
story-dateline: ವಿಜಯನಗರ (ಹೊಸಪೇಟೆ): — [454, 1248, 575, 1263]
story-col-1 — [863, 2111, 1141, 2295]
story-headline-line2: 33 ನೇ ಘಟಿಕೋತ್ಸವ ಕಾರ್ಯಕ್ರಮ — [171, 1823, 730, 1881]
story-source: ವಿಜಯನಗರವಾಣಿ ಸುದ್ದಿ — [57, 1131, 153, 1146]
story-equipment-distribution — [53, 871, 440, 1359]
story-palanquin-festival — [859, 1741, 1434, 2048]
story-dateline: ಕೊಟ್ಟೂರು: — [863, 1884, 910, 1898]
photo-medal-ceremony — [57, 336, 435, 657]
headline-banner — [53, 1741, 849, 1890]
distribution-image — [58, 930, 436, 1126]
story-col-1 — [454, 1246, 739, 1728]
story-col-2: ಒಟ್ಟು ಮೊತ್ತ ರೂ.24,86,858 ಲಭ್ಯವಿದೆ. ಪೊಲೀಸ್ ಧ್ವಜ ಮಾರಾಟ ನಿಧಿ ಸಂಗ್ರಹ : 2024ನೇ ಸಾಲಿನಲ್ಲಿ ಪೊಲೀಸ್ ಧ್ವಜ ದಿನಾಚರಣೆಯ ಅಂಗವಾಗಿ ಪ್ರಧಾನ ಕಚೇರಿಯಿಂದ ಹಂಚಿಕೆಯಾದ ಧ್ವಜಗಳನ್ನು ಜಿಲ್ಲೆಯ ಎಲ್ಲಾ ಪೊಲೀಸ್ ಠಾಣೆಗಳಿಗೆ ನೀಡಲಾಗಿದ್ದು, ಪೊಲೀಸ್ ಧ್ವಜ ಮಾರಾಟದಿಂದ ರೂ. 24,48,700 ಗಳ ನಿಧಿಯನ್ನು ಸಂಗ್ರಹಿಸಿದ್ದು, ಶೇ.50 ರಷ್ಟು ರೂ.12,24,350 ಗಳನ್ನು ನಿವೃತ್ತ ಪೊಲೀಸ್ ಅಧಿಕಾರಿಗಳು, ಸಿಬ್ಬಂದಿಗಳ ಪೊಲೀಸ್ ಕಲ್ಯಾಣ ನಿಧಿಗೆ ಹಾಗೂ ಶೇ.50 ರಷ್ಟು ರೂ. 12,24,350 ಗಳನ್ನು ಕೇಂದ್ರ ಪೊಲೀಸ್ ಕಲ್ಯಾಣ ನಿಧಿಗೆ ಜಮಾ ಮಾಡಲಾಗುವುದು. ಇದರಿಂದ ನಿವೃತ್ತ ಪೊಲೀಸ್ ಸಿಬ್ಬಂದಿ ಮತ್ತು ಅಧಿಕಾರಿಗಳಿಗೆ ಹೆಚ್ಚು ವೈದ್ಯಕೀಯ ಸಹಾಯ ವಾಗಲು ಅನುಕೂಲವಾಗಿದೆ ಎಂದು ಹೇಳಿದರು. ಮುಖ್ಯ ಅತಿಥಿಗಳಾದ ನಿವೃತ್ತ ಪಿಎಸ್‌ಐ ಎಂ.ಮಹೇಶ್ವರ ಮಾತನಾಡಿ, ಪೊಲೀಸರು ತಮ್ಮ ಕುಟುಂಬವನ್ನು ಮರೆತು ತಮ್ಮ ಪ್ರಾಣವನ್ನು ಲೆಕ್ಕಿಸದೇ ಸಮಾಜದ ಆಸ್ತಿ-ಪಾಸ್ತಿ ಪ್ರಾಣ ರಕ್ಷಣೆ ಮಾಡುವುದು ಎಂದರೆ ಸಾಮಾನ್ಯವಾದ ವಿಚಾರವಲ್ಲ. ಮೊದಲು ಸಮಾಜ ಪೊಲೀಸರಿಗೆ ಗೌರವ ನೀಡಬೇಕು ಮತ್ತು ಸಮಾಜ ತನ್ನ ಜವಾಬ್ದಾರಿಯನ್ನು ನಿರ್ವಹಿಸಿದರಾ ಗಲಿದೆ. ಜಿಲ್ಲೆಯ ಪೊಲೀಸರು ಮತ್ತು — [855, 708, 1132, 1007]
story-text: ರಾಜ್ಯದಲ್ಲಿ ನಕ್ಸಲ್ ಚಟುವಟಿಕೆಗಳನ್ನು 'ಶೂನ್ಯ'ಗೊಳಿಸಲು ವಿಶೇಷ ಮತುವರ್ಜಿಯಿಂದ ಪೊಲೀಸ್ ಕಾರ್ಯಾಚರಣೆಗೆ ಮುಂದಾಳತ್ವ ವಹಿಸಿ,ಮಾರ್ಗದರ್ಶನ ನೀಡುವ ಮೂಲಕ ಎಲ್ಲ ನಕ್ಸಲರನ್ನು ಶರಣಾಗುವಂತೆ ಮಾಡಿದ ರಾಜ್ಯ ಗುಪ್ತವಾರ್ತೆ ನಿರ್ದೇಶಕ ಹೇಮಂತ್ ಎಂ ನಿಂಬಾಳ್ಕರ್ ಅವರಿಗೆ ಮುಖ್ಯಮಂತ್ರಿ ಸಿದ್ದರಾಮಯ್ಯ ಅವರು ಸ್ವರ್ಣಪದಕ ಪ್ರದಾನ ಮಾಡಿದರು. ಬೆಂಗಳೂರಿನ ಫೀಲ್ಡ್ ಮಾರ್ಷಲ್ ಮಾಣಿಕ್ ಷಾ ಪರೇಡ್ ಮೈದಾನದಲ್ಲಿ ಇಂದು ಬೆಳಗ್ಗೆ ಪೊಲೀಸ್ ಧ್ವಜ ದಿನಾಚರಣೆ ಸಮಾರಂಭದಲ್ಲಿ ಪದಕ ಪ್ರದಾನ ಮಾಡಲಾಯಿತು. 1998ರ ಬ್ಯಾಚಿನ ಐಪಿಎಸ್ ಅಧಿಕಾರಿಯಾಗಿರುವ ಹೇಮಂತ್ ಎಂ.ನಿಂಬಾಳ್ಕರ್ ಅವರು ಪ್ರಸ್ತುತ ವಾರ್ತಾ ಮತ್ತು ಸಾರ್ವಜನಿಕ ಸಂಪರ್ಕ ಇಲಾಖೆಯ ಆಯುಕ್ತರಾಗಿಯೂ ಸೇವೆ ಸಲ್ಲಿಸುತ್ತಿದ್ದಾರೆ. — [57, 668, 437, 816]
arrow-right-icon: ➔ — [63, 1368, 75, 1386]
story-spiritual-values — [53, 1363, 440, 1731]
story-body — [57, 666, 437, 863]
